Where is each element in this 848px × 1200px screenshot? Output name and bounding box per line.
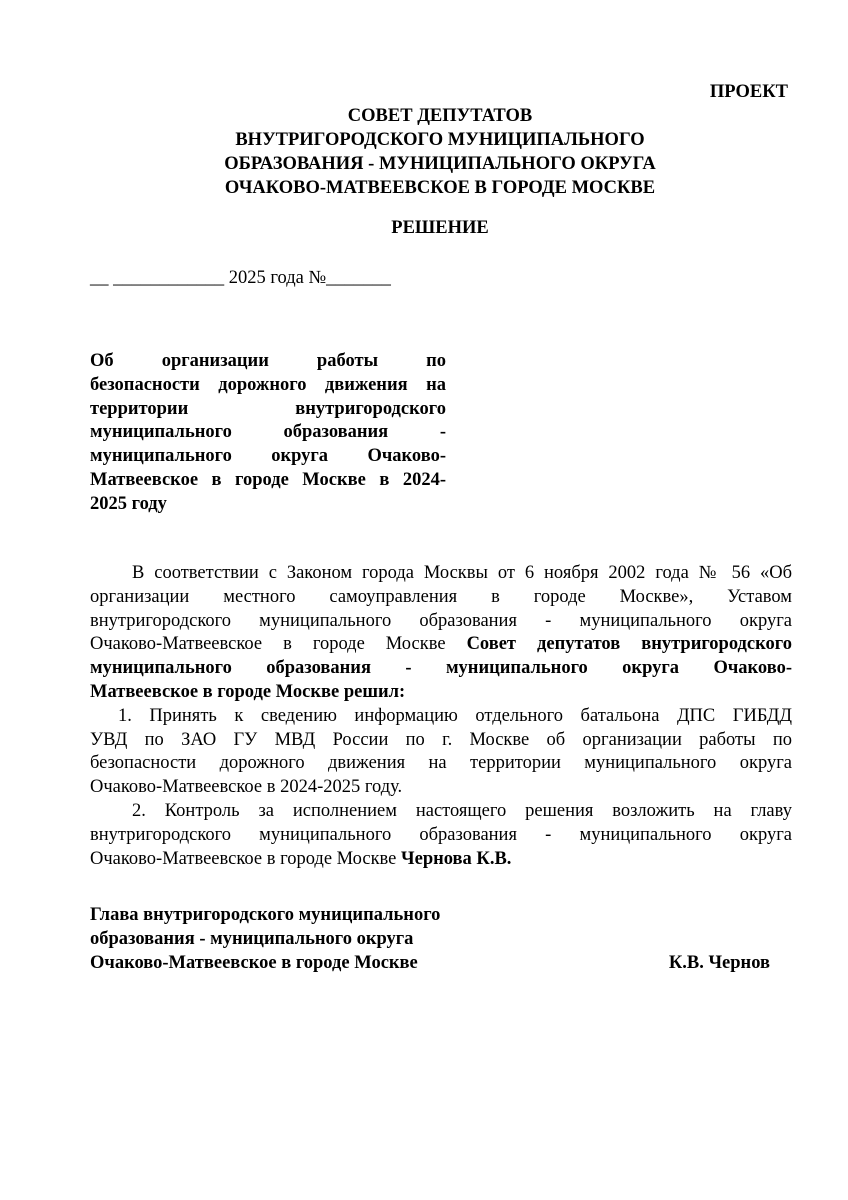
header-line: ОБРАЗОВАНИЯ - МУНИЦИПАЛЬНОГО ОКРУГА [224,154,656,174]
title-line: 2025 году [90,493,167,514]
date-number-line: __ ____________ 2025 года №_______ [90,268,391,288]
preamble-line: В соответствии с Законом города Москвы от 6 ноября 2002 года № 56 «Об [132,563,792,583]
item-2-line [90,848,792,872]
signature-block [90,904,770,975]
item-1-line: безопасности дорожного движения на территории муниципального округа [90,753,792,774]
item-2-line: 2. Контроль за исполнением настоящего решения возложить на главу [132,800,792,821]
decision-label: РЕШЕНИЕ [391,218,489,238]
preamble-line: муниципального образования - муниципального округа Очаково- [90,658,792,679]
header-line: ОЧАКОВО-МАТВЕЕВСКОЕ В ГОРОДЕ МОСКВЕ [224,178,656,198]
decision-title [90,350,446,517]
title-line: Об организации работы по [90,351,446,371]
item-2-text: Очаково-Матвеевское в городе Москве [90,848,402,869]
signature-line: Очаково-Матвеевское в городе Москве [90,952,418,973]
title-line: Матвеевское в городе Москве в 2024- [90,469,446,490]
decision-body [90,562,792,871]
signatory-name: К.В. Чернов [668,952,770,973]
preamble-bold-text: Совет депутатов внутригородского [466,634,792,655]
item-1-line: 1. Принять к сведению информацию отдельного батальона ДПС ГИБДД [118,705,792,726]
header-line: СОВЕТ ДЕПУТАТОВ [347,106,533,126]
item-2-line: внутригородского муниципального образования - муниципального округа [90,824,792,845]
item-1-line: Очаково-Матвеевское в 2024-2025 году. [90,777,403,798]
title-line: муниципального образования - [90,422,446,443]
signature-line: образования - муниципального округа [90,928,414,949]
header-line: ВНУТРИГОРОДСКОГО МУНИЦИПАЛЬНОГО [235,130,645,150]
title-line: территории внутригородского [90,398,446,419]
preamble-line [90,633,792,657]
preamble-line: внутригородского муниципального образования - муниципального округа [90,610,792,631]
preamble-line: Матвеевское в городе Москве решил: [90,681,406,702]
title-line: муниципального округа Очаково- [90,446,446,467]
signature-row [90,952,770,976]
document-header [90,104,790,200]
draft-stamp: ПРОЕКТ [709,82,788,102]
preamble-line: организации местного самоуправления в городе Москве», Уставом [90,586,792,607]
signature-line: Глава внутригородского муниципального [90,905,441,925]
preamble-text: Очаково-Матвеевское в городе Москве [90,634,467,655]
item-1-line: УВД по ЗАО ГУ МВД России по г. Москве об организации работы по [90,729,792,750]
item-2-bold-text: Чернова К.В. [401,848,512,869]
title-line: безопасности дорожного движения на [90,374,446,395]
